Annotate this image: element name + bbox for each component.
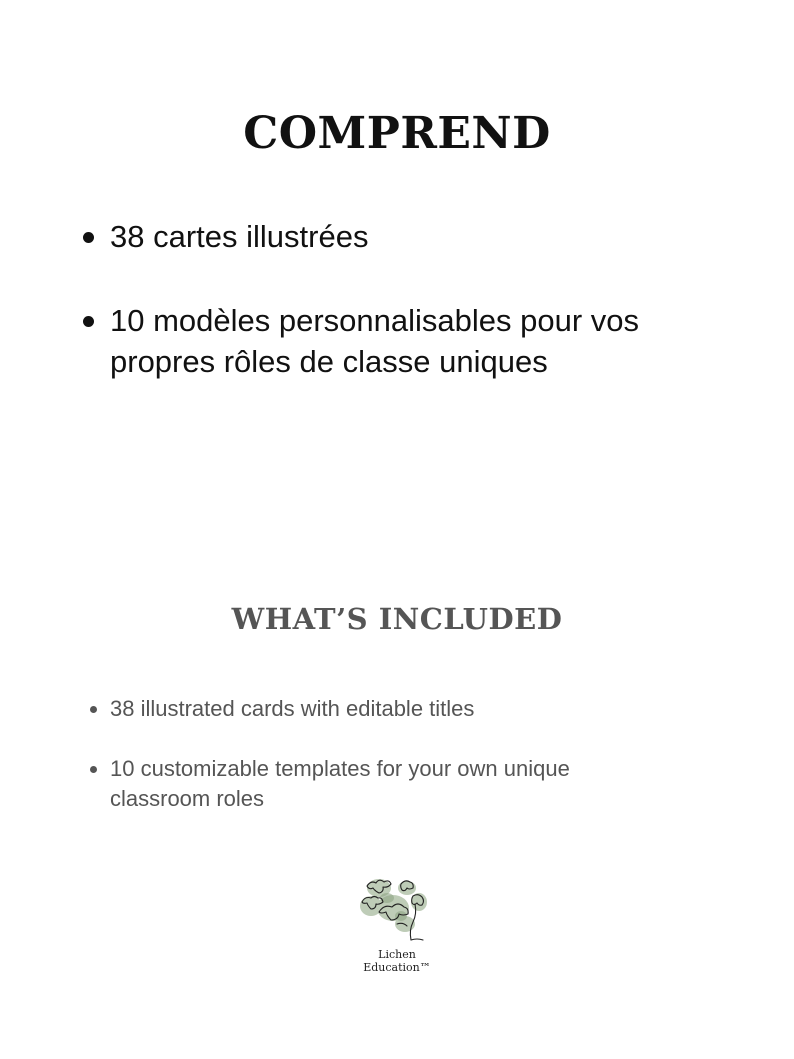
logo-line-1: Lichen xyxy=(378,948,416,961)
list-item xyxy=(80,300,740,382)
list-item-text-continued: classroom roles xyxy=(110,786,265,811)
list-item-text: 38 illustrated cards with editable titles xyxy=(110,696,475,721)
logo-text xyxy=(357,948,437,974)
bullet-icon xyxy=(83,232,94,243)
bullet-icon xyxy=(90,706,97,713)
lichen-education-logo xyxy=(357,872,437,982)
list-item xyxy=(87,754,687,814)
english-list xyxy=(87,694,687,844)
logo-line-2: Education™ xyxy=(363,961,431,974)
list-item-text: 10 customizable templates for your own unique xyxy=(110,756,570,781)
bullet-icon xyxy=(90,766,97,773)
french-title: COMPREND xyxy=(243,108,551,159)
english-title: WHAT’S INCLUDED xyxy=(231,602,563,636)
bullet-icon xyxy=(83,316,94,327)
list-item xyxy=(80,216,740,257)
list-item-text-continued: propres rôles de classe uniques xyxy=(110,344,548,379)
lichen-icon xyxy=(357,872,437,948)
french-list xyxy=(80,216,740,425)
list-item xyxy=(87,694,687,724)
list-item-text: 10 modèles personnalisables pour vos xyxy=(110,303,640,338)
list-item-text: 38 cartes illustrées xyxy=(110,219,369,254)
